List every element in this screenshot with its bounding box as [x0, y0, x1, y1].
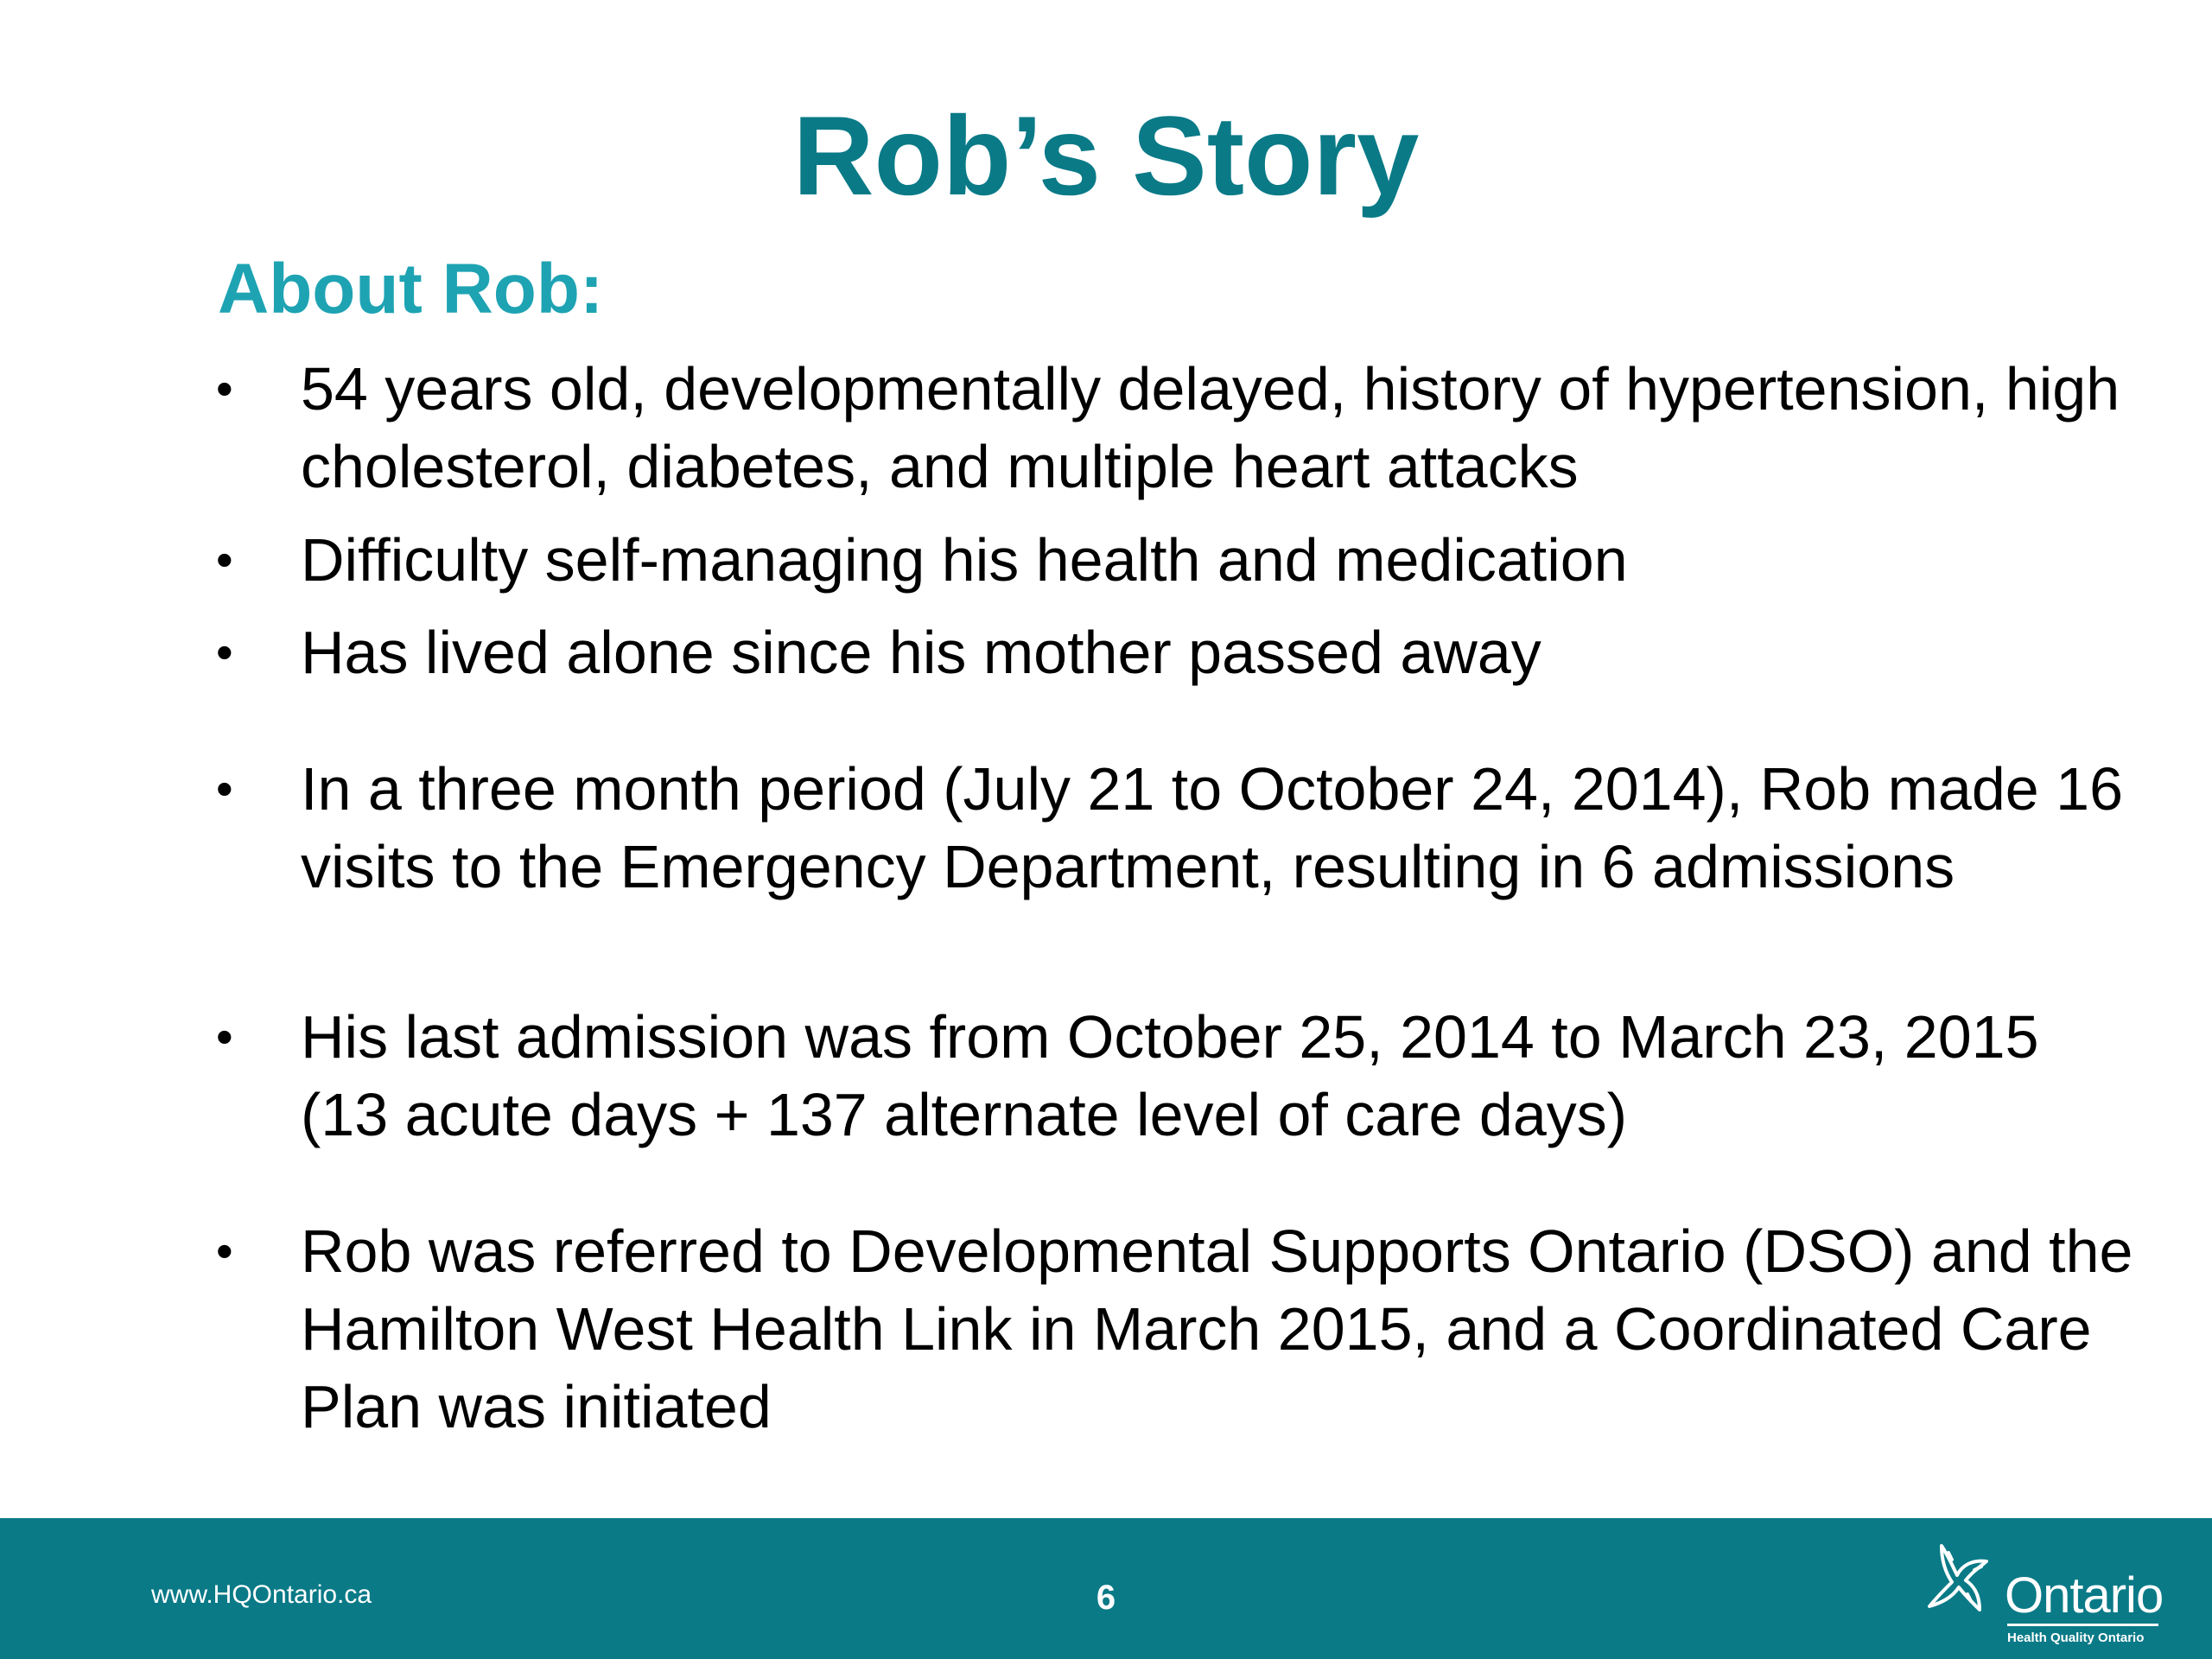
bullet-item — [216, 998, 2134, 1154]
bullet-dot: • — [216, 761, 233, 816]
bullet-dot: • — [216, 625, 233, 679]
bullet-dot: • — [216, 1224, 233, 1278]
bullet-text: Difficulty self-managing his health and medication — [301, 526, 1628, 594]
bullet-dot: • — [216, 532, 233, 587]
bullet-dot: • — [216, 361, 233, 416]
footer-band — [0, 1518, 2212, 1659]
bullet-item — [216, 521, 2134, 599]
trillium-icon — [1923, 1537, 2009, 1632]
bullet-text: Has lived alone since his mother passed away — [301, 619, 1541, 686]
bullet-item — [216, 1212, 2134, 1446]
bullet-item — [216, 613, 2134, 691]
bullet-text: In a three month period (July 21 to October 24, 2014), Rob made 16 visits to the Emergency Department, resulting in 6 admissions — [301, 755, 2124, 900]
ontario-logo — [1923, 1537, 2182, 1649]
footer-url: www.HQOntario.ca — [151, 1580, 372, 1609]
logo-wordmark: Ontario — [2005, 1567, 2164, 1624]
logo-subtitle: Health Quality Ontario — [2007, 1630, 2145, 1645]
bullet-item — [216, 350, 2134, 505]
slide-title: Rob’s Story — [792, 92, 1420, 219]
bullet-item — [216, 750, 2134, 906]
logo-divider — [2007, 1624, 2158, 1626]
subheading: About Rob: — [218, 250, 604, 328]
bullet-dot: • — [216, 1009, 233, 1064]
page-number: 6 — [1096, 1579, 1116, 1617]
bullet-text: His last admission was from October 25, 2014 to March 23, 2015 (13 acute days + 137 alternate level of care days) — [301, 1003, 2039, 1148]
bullet-text: 54 years old, developmentally delayed, history of hypertension, high cholesterol, diabetes, and multiple heart attacks — [301, 355, 2120, 500]
bullet-text: Rob was referred to Developmental Supports Ontario (DSO) and the Hamilton West Health Link in March 2015, and a Coordinated Care Plan was initiated — [301, 1217, 2133, 1440]
